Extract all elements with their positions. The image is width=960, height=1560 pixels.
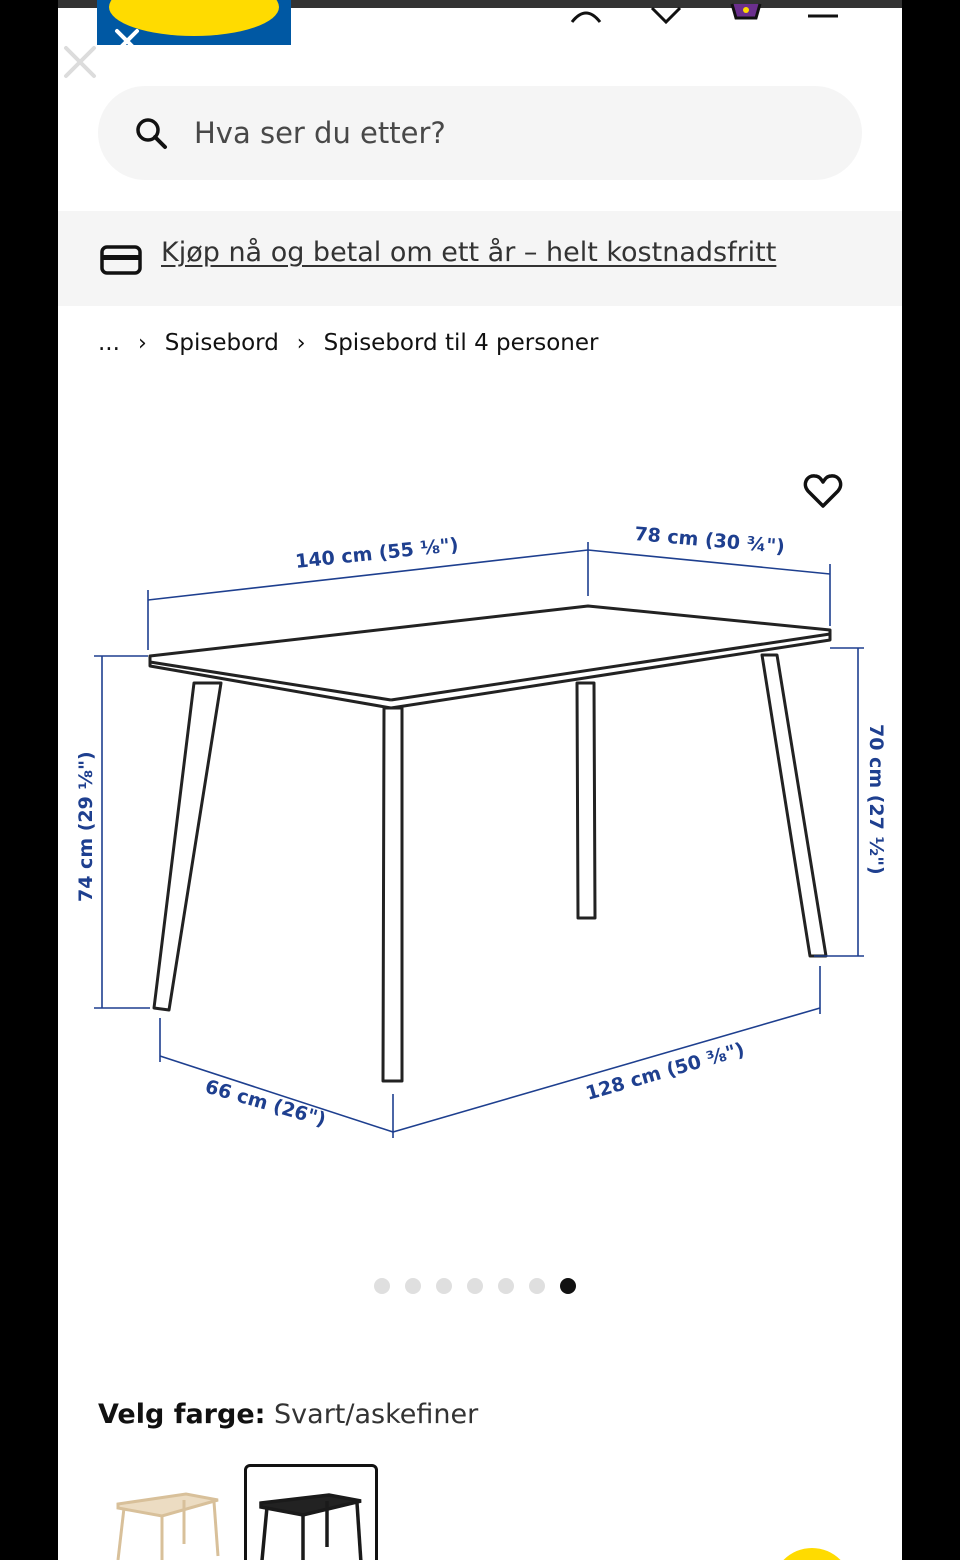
color-picker-label (98, 1399, 478, 1430)
dimension-label: 140 cm (55 ⅛") (294, 533, 460, 573)
carousel-dot[interactable] (467, 1278, 483, 1294)
search-icon (134, 116, 170, 156)
breadcrumb (98, 330, 598, 356)
search-input[interactable]: Hva ser du etter? (194, 116, 446, 150)
color-selected-value: Svart/askefiner (274, 1399, 479, 1430)
table-leg (577, 683, 595, 918)
product-dimension-drawing (58, 500, 902, 1150)
carousel-dot[interactable] (436, 1278, 452, 1294)
carousel-dot[interactable] (529, 1278, 545, 1294)
table-leg (762, 655, 826, 956)
chevron-right-icon: › (137, 330, 147, 356)
add-to-cart-button[interactable] (772, 1548, 852, 1560)
search-bar[interactable] (98, 86, 862, 180)
close-icon[interactable] (60, 42, 100, 82)
dimension-line (393, 1008, 820, 1132)
dimension-label: 74 cm (29 ⅛") (75, 751, 97, 902)
product-page (58, 0, 902, 1560)
dimension-label: 66 cm (26") (202, 1075, 329, 1132)
dimension-label: 128 cm (50 ⅜") (583, 1038, 747, 1105)
dimension-line (160, 1056, 393, 1132)
dimension-label: 78 cm (30 ¾") (633, 523, 786, 559)
carousel-dot-active[interactable] (560, 1278, 576, 1294)
table-leg (383, 708, 402, 1081)
color-label-title: Velg farge: (98, 1399, 266, 1430)
table-leg (154, 683, 221, 1010)
breadcrumb-item[interactable]: Spisebord til 4 personer (323, 330, 599, 356)
card-icon (100, 245, 142, 279)
carousel-indicator (374, 1278, 576, 1294)
menu-icon[interactable] (806, 0, 840, 26)
table-top (150, 606, 830, 708)
breadcrumb-item[interactable]: Spisebord (164, 330, 279, 356)
dimension-label: 70 cm (27 ½") (865, 724, 887, 875)
close-icon[interactable] (110, 24, 144, 58)
carousel-dot[interactable] (405, 1278, 421, 1294)
breadcrumb-ellipsis[interactable]: ... (98, 330, 120, 356)
chevron-right-icon: › (296, 330, 306, 356)
basket-icon[interactable] (726, 0, 766, 26)
promo-link[interactable]: Kjøp nå og betal om ett år – helt kostnadsfritt (161, 237, 777, 268)
color-option-black-ash-veneer[interactable] (244, 1464, 378, 1560)
carousel-dot[interactable] (374, 1278, 390, 1294)
heart-icon[interactable] (648, 0, 684, 26)
carousel-dot[interactable] (498, 1278, 514, 1294)
promo-banner[interactable] (58, 211, 902, 306)
color-option-ash-veneer[interactable] (106, 1464, 240, 1560)
dimension-line (588, 550, 830, 574)
user-icon[interactable] (568, 0, 604, 26)
